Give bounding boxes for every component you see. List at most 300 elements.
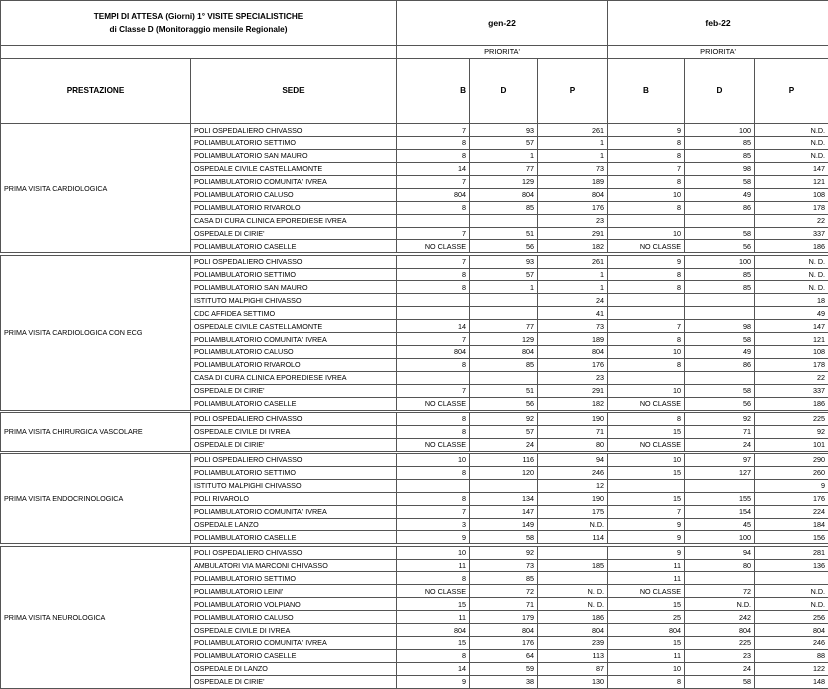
value-cell — [470, 479, 538, 492]
sede-cell: OSPEDALE CIVILE CASTELLAMONTE — [191, 320, 397, 333]
value-cell: 8 — [397, 650, 470, 663]
sede-cell: POLI OSPEDALIERO CHIVASSO — [191, 546, 397, 559]
value-cell: 25 — [608, 611, 685, 624]
value-cell — [685, 371, 755, 384]
value-cell: 11 — [397, 611, 470, 624]
value-cell: 88 — [755, 650, 828, 663]
value-cell: 9 — [608, 255, 685, 268]
sede-cell: OSPEDALE DI CIRIE' — [191, 384, 397, 397]
value-cell: 178 — [755, 358, 828, 371]
sede-cell: POLIAMBULATORIO CASELLE — [191, 397, 397, 410]
value-cell: 291 — [538, 384, 608, 397]
value-cell: 1 — [538, 281, 608, 294]
value-cell: 86 — [685, 358, 755, 371]
value-cell: 72 — [685, 585, 755, 598]
value-cell: 9 — [608, 124, 685, 137]
value-cell — [685, 294, 755, 307]
value-cell: N.D. — [538, 518, 608, 531]
value-cell: 8 — [608, 358, 685, 371]
value-cell: 15 — [608, 492, 685, 505]
value-cell: 175 — [538, 505, 608, 518]
value-cell: 804 — [470, 188, 538, 201]
value-cell: 290 — [755, 453, 828, 466]
value-cell: 122 — [755, 662, 828, 675]
value-cell — [538, 546, 608, 559]
value-cell: N. D. — [755, 281, 828, 294]
value-cell: 23 — [685, 650, 755, 663]
value-cell: 92 — [470, 546, 538, 559]
value-cell: 256 — [755, 611, 828, 624]
value-cell: 7 — [608, 162, 685, 175]
sede-cell: POLIAMBULATORIO RIVAROLO — [191, 201, 397, 214]
value-cell: 148 — [755, 675, 828, 688]
col-header-d-gen: D — [470, 58, 538, 124]
value-cell: N.D. — [685, 598, 755, 611]
value-cell: 22 — [755, 371, 828, 384]
value-cell: 176 — [538, 358, 608, 371]
sede-cell: POLIAMBULATORIO VOLPIANO — [191, 598, 397, 611]
value-cell: 147 — [755, 162, 828, 175]
value-cell: 23 — [538, 214, 608, 227]
value-cell: 7 — [397, 175, 470, 188]
report-title — [1, 1, 397, 46]
value-cell: 182 — [538, 397, 608, 410]
value-cell: 56 — [685, 397, 755, 410]
sede-cell: POLI OSPEDALIERO CHIVASSO — [191, 412, 397, 425]
value-cell — [470, 307, 538, 320]
value-cell — [397, 479, 470, 492]
value-cell: 9 — [755, 479, 828, 492]
value-cell: 7 — [397, 333, 470, 346]
value-cell: 261 — [538, 255, 608, 268]
value-cell: 80 — [685, 559, 755, 572]
sede-cell: OSPEDALE DI LANZO — [191, 662, 397, 675]
sede-cell: CASA DI CURA CLINICA EPOREDIESE IVREA — [191, 371, 397, 384]
value-cell: 11 — [397, 559, 470, 572]
value-cell: 11 — [608, 650, 685, 663]
value-cell — [608, 214, 685, 227]
value-cell: 7 — [397, 227, 470, 240]
value-cell: 23 — [538, 371, 608, 384]
value-cell: 260 — [755, 466, 828, 479]
value-cell: 8 — [608, 149, 685, 162]
value-cell: 9 — [608, 546, 685, 559]
value-cell: N.D. — [755, 137, 828, 150]
sede-cell: OSPEDALE CIVILE CASTELLAMONTE — [191, 162, 397, 175]
sede-cell: OSPEDALE DI CIRIE' — [191, 227, 397, 240]
value-cell — [397, 307, 470, 320]
value-cell: 804 — [608, 624, 685, 637]
value-cell: 14 — [397, 320, 470, 333]
prestazione-cell: PRIMA VISITA ENDOCRINOLOGICA — [1, 453, 191, 543]
value-cell: 804 — [538, 188, 608, 201]
value-cell — [470, 371, 538, 384]
value-cell: 8 — [608, 201, 685, 214]
value-cell: 108 — [755, 346, 828, 359]
value-cell: 114 — [538, 531, 608, 544]
sede-cell: POLIAMBULATORIO COMUNITA' IVREA — [191, 505, 397, 518]
value-cell: 56 — [470, 240, 538, 253]
value-cell: 73 — [538, 162, 608, 175]
sede-cell: POLIAMBULATORIO CALUSO — [191, 188, 397, 201]
value-cell: 8 — [608, 675, 685, 688]
value-cell: 130 — [538, 675, 608, 688]
sede-cell: POLIAMBULATORIO CALUSO — [191, 346, 397, 359]
value-cell: 189 — [538, 333, 608, 346]
value-cell: 804 — [470, 346, 538, 359]
sede-cell: POLIAMBULATORIO CASELLE — [191, 531, 397, 544]
value-cell: 281 — [755, 546, 828, 559]
sede-cell: OSPEDALE CIVILE DI IVREA — [191, 425, 397, 438]
value-cell — [538, 572, 608, 585]
value-cell: NO CLASSE — [397, 240, 470, 253]
value-cell: 7 — [608, 320, 685, 333]
value-cell: 113 — [538, 650, 608, 663]
title-line-1: TEMPI DI ATTESA (Giorni) 1° VISITE SPECIALISTICHE — [93, 11, 304, 21]
value-cell: 92 — [755, 425, 828, 438]
value-cell: N.D. — [755, 585, 828, 598]
value-cell: 24 — [470, 438, 538, 451]
table-row — [1, 412, 828, 425]
value-cell: 156 — [755, 531, 828, 544]
sede-cell: POLIAMBULATORIO CASELLE — [191, 240, 397, 253]
value-cell: 291 — [538, 227, 608, 240]
value-cell: 72 — [470, 585, 538, 598]
month-header-feb: feb-22 — [608, 1, 828, 46]
table-row — [1, 546, 828, 559]
value-cell: 154 — [685, 505, 755, 518]
value-cell: 8 — [608, 333, 685, 346]
value-cell: 24 — [685, 438, 755, 451]
sede-cell: POLI OSPEDALIERO CHIVASSO — [191, 453, 397, 466]
value-cell: 58 — [470, 531, 538, 544]
sede-cell: POLIAMBULATORIO SAN MAURO — [191, 281, 397, 294]
value-cell: 101 — [755, 438, 828, 451]
value-cell: 94 — [538, 453, 608, 466]
table-row — [1, 255, 828, 268]
col-header-prestazione: PRESTAZIONE — [1, 58, 191, 124]
value-cell: 57 — [470, 137, 538, 150]
value-cell: 155 — [685, 492, 755, 505]
value-cell: 176 — [755, 492, 828, 505]
value-cell: 804 — [538, 624, 608, 637]
value-cell: 8 — [397, 268, 470, 281]
value-cell: 15 — [608, 466, 685, 479]
value-cell: 8 — [397, 201, 470, 214]
value-cell: 85 — [470, 201, 538, 214]
value-cell: 22 — [755, 214, 828, 227]
value-cell: 178 — [755, 201, 828, 214]
value-cell: 12 — [538, 479, 608, 492]
value-cell: 8 — [397, 412, 470, 425]
value-cell: 186 — [538, 611, 608, 624]
value-cell: 86 — [685, 201, 755, 214]
sede-cell: OSPEDALE DI CIRIE' — [191, 675, 397, 688]
sede-cell: POLIAMBULATORIO SETTIMO — [191, 137, 397, 150]
value-cell: 100 — [685, 255, 755, 268]
value-cell — [685, 307, 755, 320]
table-row — [1, 124, 828, 137]
value-cell: 10 — [608, 453, 685, 466]
sede-cell: CDC AFFIDEA SETTIMO — [191, 307, 397, 320]
value-cell: 8 — [397, 137, 470, 150]
value-cell: 179 — [470, 611, 538, 624]
value-cell: 71 — [538, 425, 608, 438]
value-cell: NO CLASSE — [608, 585, 685, 598]
value-cell: 189 — [538, 175, 608, 188]
value-cell: 85 — [685, 268, 755, 281]
sede-cell: ISTITUTO MALPIGHI CHIVASSO — [191, 479, 397, 492]
sede-cell: POLI RIVAROLO — [191, 492, 397, 505]
sede-cell: OSPEDALE DI CIRIE' — [191, 438, 397, 451]
priority-label-feb: PRIORITA' — [608, 46, 828, 58]
value-cell: 58 — [685, 384, 755, 397]
value-cell: NO CLASSE — [397, 438, 470, 451]
col-header-sede: SEDE — [191, 58, 397, 124]
value-cell: NO CLASSE — [397, 397, 470, 410]
prestazione-cell: PRIMA VISITA CHIRURGICA VASCOLARE — [1, 412, 191, 451]
value-cell: 804 — [397, 346, 470, 359]
value-cell: 85 — [685, 137, 755, 150]
value-cell: 337 — [755, 384, 828, 397]
value-cell — [470, 294, 538, 307]
value-cell: 9 — [608, 531, 685, 544]
value-cell: 121 — [755, 175, 828, 188]
value-cell: 85 — [685, 281, 755, 294]
value-cell: 10 — [608, 662, 685, 675]
value-cell: 10 — [608, 188, 685, 201]
value-cell: N. D. — [755, 255, 828, 268]
value-cell: 7 — [397, 384, 470, 397]
value-cell: 100 — [685, 124, 755, 137]
sede-cell: POLIAMBULATORIO SAN MAURO — [191, 149, 397, 162]
value-cell: 10 — [397, 546, 470, 559]
value-cell: 24 — [685, 662, 755, 675]
value-cell: 8 — [397, 358, 470, 371]
value-cell — [608, 479, 685, 492]
value-cell — [397, 294, 470, 307]
value-cell: 176 — [538, 201, 608, 214]
value-cell: 11 — [608, 572, 685, 585]
col-header-b-gen: B — [397, 58, 470, 124]
priority-label-gen: PRIORITA' — [397, 46, 608, 58]
value-cell: 93 — [470, 124, 538, 137]
value-cell: 92 — [470, 412, 538, 425]
value-cell: 14 — [397, 662, 470, 675]
value-cell: 804 — [755, 624, 828, 637]
sede-cell: POLIAMBULATORIO SETTIMO — [191, 572, 397, 585]
value-cell: 246 — [538, 466, 608, 479]
value-cell — [685, 479, 755, 492]
value-cell: 804 — [685, 624, 755, 637]
value-cell: 1 — [538, 137, 608, 150]
value-cell: 8 — [397, 425, 470, 438]
value-cell: 1 — [470, 149, 538, 162]
value-cell: 64 — [470, 650, 538, 663]
value-cell: 129 — [470, 175, 538, 188]
value-cell: 85 — [685, 149, 755, 162]
title-line-2: di Classe D (Monitoraggio mensile Regionale) — [109, 25, 288, 35]
value-cell: NO CLASSE — [397, 585, 470, 598]
sede-cell: POLIAMBULATORIO SETTIMO — [191, 268, 397, 281]
sede-cell: POLIAMBULATORIO COMUNITA' IVREA — [191, 333, 397, 346]
value-cell: 225 — [685, 637, 755, 650]
value-cell: 337 — [755, 227, 828, 240]
value-cell: 15 — [608, 598, 685, 611]
value-cell: 98 — [685, 162, 755, 175]
value-cell: 87 — [538, 662, 608, 675]
value-cell: 71 — [470, 598, 538, 611]
value-cell: 190 — [538, 412, 608, 425]
value-cell: 100 — [685, 531, 755, 544]
value-cell: 8 — [397, 466, 470, 479]
value-cell: 15 — [608, 425, 685, 438]
value-cell: 261 — [538, 124, 608, 137]
value-cell: 147 — [470, 505, 538, 518]
value-cell: 7 — [397, 255, 470, 268]
value-cell: 3 — [397, 518, 470, 531]
value-cell: 242 — [685, 611, 755, 624]
value-cell: 77 — [470, 162, 538, 175]
value-cell: 1 — [470, 281, 538, 294]
value-cell: 8 — [608, 137, 685, 150]
prestazione-cell: PRIMA VISITA CARDIOLOGICA CON ECG — [1, 255, 191, 410]
value-cell: 186 — [755, 240, 828, 253]
value-cell — [755, 572, 828, 585]
value-cell — [608, 371, 685, 384]
value-cell: 57 — [470, 268, 538, 281]
value-cell: 804 — [397, 624, 470, 637]
value-cell — [685, 214, 755, 227]
value-cell: 49 — [755, 307, 828, 320]
value-cell: 92 — [685, 412, 755, 425]
sede-cell: POLIAMBULATORIO COMUNITA' IVREA — [191, 637, 397, 650]
value-cell: 94 — [685, 546, 755, 559]
value-cell: 41 — [538, 307, 608, 320]
value-cell: 49 — [685, 346, 755, 359]
value-cell: 804 — [470, 624, 538, 637]
value-cell: 58 — [685, 333, 755, 346]
value-cell — [397, 371, 470, 384]
sede-cell: POLIAMBULATORIO SETTIMO — [191, 466, 397, 479]
value-cell: 85 — [470, 358, 538, 371]
value-cell: 73 — [538, 320, 608, 333]
value-cell: N. D. — [755, 268, 828, 281]
value-cell: 9 — [608, 518, 685, 531]
value-cell: 804 — [538, 346, 608, 359]
sede-cell: POLIAMBULATORIO RIVAROLO — [191, 358, 397, 371]
value-cell: N.D. — [755, 598, 828, 611]
value-cell: NO CLASSE — [608, 397, 685, 410]
col-header-p-gen: P — [538, 58, 608, 124]
value-cell: 186 — [755, 397, 828, 410]
value-cell: N.D. — [755, 124, 828, 137]
value-cell: 8 — [397, 281, 470, 294]
value-cell: 8 — [608, 412, 685, 425]
value-cell: 9 — [397, 675, 470, 688]
sede-cell: OSPEDALE CIVILE DI IVREA — [191, 624, 397, 637]
value-cell: N. D. — [538, 598, 608, 611]
value-cell: 85 — [470, 572, 538, 585]
value-cell: 58 — [685, 175, 755, 188]
value-cell: 57 — [470, 425, 538, 438]
sede-cell: POLIAMBULATORIO LEINI' — [191, 585, 397, 598]
value-cell: 1 — [538, 268, 608, 281]
sede-cell: POLIAMBULATORIO CALUSO — [191, 611, 397, 624]
value-cell: 77 — [470, 320, 538, 333]
value-cell: 176 — [470, 637, 538, 650]
value-cell: 71 — [685, 425, 755, 438]
col-header-b-feb: B — [608, 58, 685, 124]
value-cell: 14 — [397, 162, 470, 175]
value-cell: 224 — [755, 505, 828, 518]
sede-cell: POLIAMBULATORIO CASELLE — [191, 650, 397, 663]
value-cell — [397, 214, 470, 227]
value-cell: 15 — [608, 637, 685, 650]
month-header-gen: gen-22 — [397, 1, 608, 46]
col-header-d-feb: D — [685, 58, 755, 124]
value-cell: 190 — [538, 492, 608, 505]
value-cell: 9 — [397, 531, 470, 544]
value-cell: 8 — [608, 281, 685, 294]
value-cell: 804 — [397, 188, 470, 201]
value-cell: 239 — [538, 637, 608, 650]
value-cell: 45 — [685, 518, 755, 531]
value-cell: 56 — [470, 397, 538, 410]
value-cell: 58 — [685, 675, 755, 688]
value-cell: 10 — [608, 346, 685, 359]
value-cell: 10 — [608, 227, 685, 240]
value-cell: 134 — [470, 492, 538, 505]
sede-cell: ISTITUTO MALPIGHI CHIVASSO — [191, 294, 397, 307]
value-cell: N.D. — [755, 149, 828, 162]
value-cell: 185 — [538, 559, 608, 572]
value-cell: 8 — [397, 149, 470, 162]
value-cell: 136 — [755, 559, 828, 572]
value-cell: 98 — [685, 320, 755, 333]
value-cell: 15 — [397, 637, 470, 650]
value-cell: 116 — [470, 453, 538, 466]
sede-cell: OSPEDALE LANZO — [191, 518, 397, 531]
value-cell: 120 — [470, 466, 538, 479]
table-row — [1, 453, 828, 466]
value-cell: 73 — [470, 559, 538, 572]
value-cell — [685, 572, 755, 585]
value-cell: 97 — [685, 453, 755, 466]
value-cell: 108 — [755, 188, 828, 201]
value-cell: 147 — [755, 320, 828, 333]
value-cell: 8 — [397, 572, 470, 585]
value-cell: 15 — [397, 598, 470, 611]
value-cell: 51 — [470, 384, 538, 397]
value-cell: NO CLASSE — [608, 240, 685, 253]
value-cell: 225 — [755, 412, 828, 425]
value-cell: 129 — [470, 333, 538, 346]
value-cell: 246 — [755, 637, 828, 650]
value-cell: N. D. — [538, 585, 608, 598]
value-cell: 24 — [538, 294, 608, 307]
value-cell: 49 — [685, 188, 755, 201]
sede-cell: POLI OSPEDALIERO CHIVASSO — [191, 255, 397, 268]
value-cell: 1 — [538, 149, 608, 162]
col-header-p-feb: P — [755, 58, 828, 124]
sede-cell: POLIAMBULATORIO COMUNITA' IVREA — [191, 175, 397, 188]
sede-cell: AMBULATORI VIA MARCONI CHIVASSO — [191, 559, 397, 572]
value-cell: 7 — [397, 505, 470, 518]
value-cell — [470, 214, 538, 227]
spacer-cell — [1, 46, 397, 58]
value-cell: 11 — [608, 559, 685, 572]
